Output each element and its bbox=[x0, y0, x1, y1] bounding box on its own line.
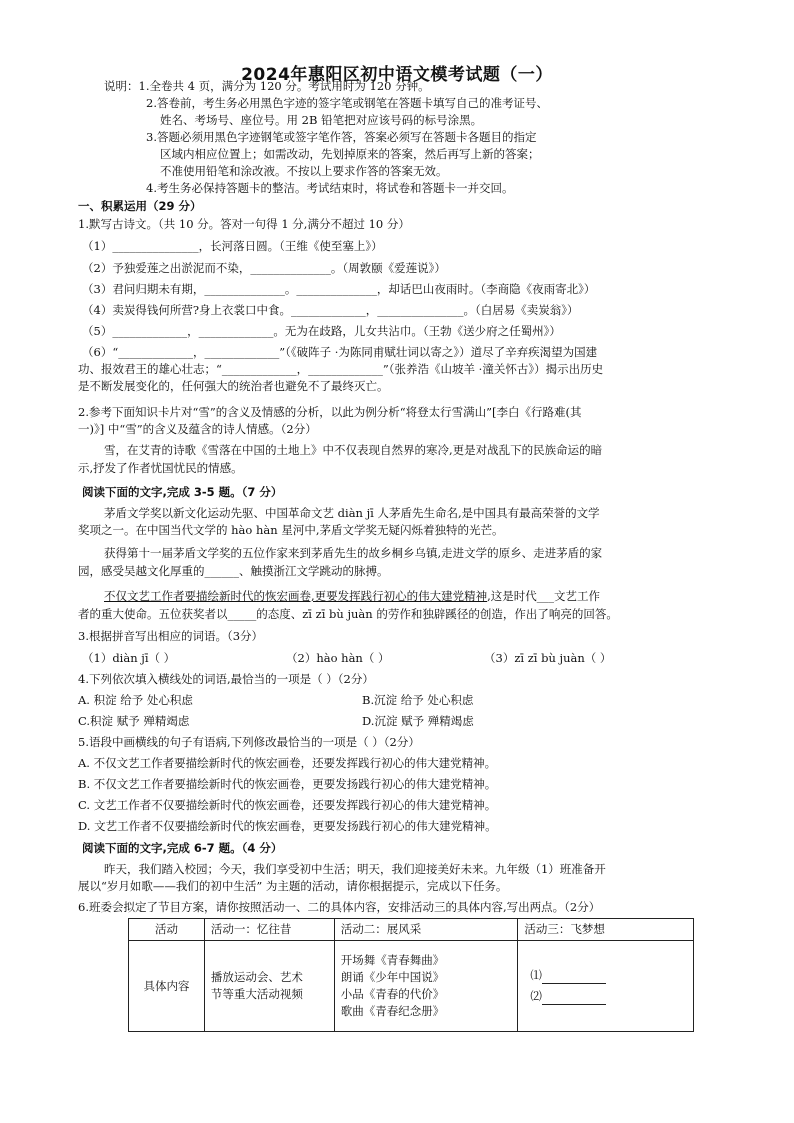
table-cell-line: 节等重大活动视频 bbox=[210, 987, 303, 1001]
paragraph: 奖项之一。在中国当代文学的 hào hàn 星河中,茅盾文学奖无疑闪烁着独特的光芒。 bbox=[78, 523, 504, 537]
option-d: D.沉淀 赋予 殚精竭虑 bbox=[362, 714, 474, 728]
option-d: D. 文艺工作者不仅要描绘新时代的恢宏画卷，更要发扬践行初心的伟大建党精神。 bbox=[78, 819, 497, 833]
question-stem: 6.班委会拟定了节目方案，请你按照活动一、二的具体内容，安排活动三的具体内容,写出两点。（2分） bbox=[78, 900, 601, 914]
table-cell-line: 朗诵《少年中国说》 bbox=[340, 970, 445, 984]
fill-line: （1）_______________，长河落日圆。（王维《使至塞上》） bbox=[82, 239, 383, 253]
answer-blank[interactable] bbox=[542, 992, 606, 1005]
table-header: 活动 bbox=[129, 919, 205, 941]
fill-line: （6）“_____________，_____________”（《破阵子 ·为陈同甫赋壮词以寄之》）道尽了辛弃疾渴望为国建 bbox=[82, 345, 598, 359]
question-stem: 5.语段中画横线的句子有语病,下列修改最恰当的一项是（ ）（2分） bbox=[78, 735, 420, 749]
fill-line: 是不断发展变化的，任何强大的统治者也避免不了最终灭亡。 bbox=[78, 379, 389, 393]
paragraph-tail: ,这是时代___文艺工作 bbox=[487, 589, 601, 603]
instruction-line: 区域内相应位置上；如需改动，先划掉原来的答案，然后再写上新的答案； bbox=[160, 147, 540, 161]
row-label: 具体内容 bbox=[129, 941, 205, 1032]
fill-line: 功、报效君王的雄心壮志；“_____________，_____________”（张养浩《山坡羊 ·潼关怀古》）揭示出历史 bbox=[78, 362, 604, 376]
instruction-line: 2.答卷前，考生务必用黑色字迹的签字笔或钢笔在答题卡填写自己的准考证号、 bbox=[146, 96, 548, 110]
table-cell-line: 歌曲《青春纪念册》 bbox=[340, 1004, 445, 1018]
paragraph: 者的重大使命。五位获奖者以_____的态度、zī zī bù juàn 的劳作和独辟蹊径的创造，作出了响亮的回答。 bbox=[78, 607, 618, 621]
fill-line: （3）君问归期未有期，______________。______________，却话巴山夜雨时。（李商隐《夜雨寄北》） bbox=[82, 282, 596, 296]
table-cell-line: 小品《青春的代价》 bbox=[340, 987, 445, 1001]
instruction-line: 4.考生务必保持答题卡的整洁。考试结束时，将试卷和答题卡一并交回。 bbox=[146, 181, 514, 195]
option-c: C.积淀 赋予 殚精竭虑 bbox=[78, 714, 190, 728]
fill-line: （2）予独爱莲之出淤泥而不染，______________。（周敦颐《爱莲说》） bbox=[82, 261, 446, 275]
fill-line: （4）卖炭得钱何所营?身上衣裳口中食。_____________，_______________。（白居易《卖炭翁》） bbox=[82, 303, 579, 317]
instruction-line: 3.答题必须用黑色字迹钢笔或签字笔作答，答案必须写在答题卡各题目的指定 bbox=[146, 130, 537, 144]
table-cell-line: 开场舞《青春舞曲》 bbox=[340, 953, 445, 967]
table-header: 活动三：飞梦想 bbox=[518, 919, 694, 941]
option-b: B. 不仅文艺工作者要描绘新时代的恢宏画卷，更要发扬践行初心的伟大建党精神。 bbox=[78, 777, 497, 791]
knowledge-card: 雪，在艾青的诗歌《雪落在中国的土地上》中不仅表现自然界的寒冷,更是对战乱下的民族命运的暗 bbox=[104, 443, 603, 457]
option-c: C. 文艺工作者不仅要描绘新时代的恢宏画卷，还要发挥践行初心的伟大建党精神。 bbox=[78, 798, 497, 812]
reading-heading: 阅读下面的文字,完成 6-7 题。（4 分） bbox=[82, 841, 283, 855]
instruction-line: 姓名、考场号、座位号。用 2B 铅笔把对应该号码的标号涂黑。 bbox=[160, 113, 483, 127]
paragraph: 展以“岁月如歌——我们的初中生活” 为主题的活动，请你根据提示，完成以下任务。 bbox=[78, 879, 508, 893]
option-b: B.沉淀 给予 处心积虑 bbox=[362, 693, 474, 707]
table-header: 活动一：忆往昔 bbox=[204, 919, 334, 941]
question-stem: 4.下列依次填入横线处的词语,最恰当的一项是（ ）（2分） bbox=[78, 672, 374, 686]
paragraph bbox=[104, 588, 600, 605]
table-header: 活动二：展风采 bbox=[334, 919, 518, 941]
answer-number: ⑵ bbox=[530, 989, 542, 1003]
activity-one-content bbox=[204, 941, 334, 1032]
paragraph: 昨天，我们踏入校园；今天，我们享受初中生活；明天，我们迎接美好未来。九年级（1）班准备开 bbox=[104, 862, 606, 876]
knowledge-card: 示,抒发了作者忧国忧民的情感。 bbox=[78, 461, 243, 475]
section-heading: 一、积累运用（29 分） bbox=[78, 199, 202, 213]
pinyin-item: （1）diàn jī（ ） bbox=[82, 651, 176, 665]
option-a: A. 不仅文艺工作者要描绘新时代的恢宏画卷，还要发挥践行初心的伟大建党精神。 bbox=[78, 756, 497, 770]
option-a: A. 积淀 给予 处心积虑 bbox=[78, 693, 193, 707]
fill-line: （5）_____________，_____________。无为在歧路，儿女共沾巾。（王勃《送少府之任蜀州》） bbox=[82, 324, 561, 338]
question-stem: 1.默写古诗文。（共 10 分。答对一句得 1 分,满分不超过 10 分） bbox=[78, 217, 410, 231]
activity-table bbox=[128, 918, 694, 1032]
pinyin-item: （2）hào hàn（ ） bbox=[286, 651, 390, 665]
question-stem: 2.参考下面知识卡片对“雪”的含义及情感的分析，以此为例分析“将登太行雪满山”[李白《行路难(其 bbox=[78, 405, 582, 419]
activity-three-content bbox=[518, 941, 694, 1032]
pinyin-item: （3）zī zī bù juàn（ ） bbox=[484, 651, 612, 665]
table-cell-line: 播放运动会、艺术 bbox=[210, 970, 303, 984]
paragraph: 获得第十一届茅盾文学奖的五位作家来到茅盾先生的故乡桐乡乌镇,走进文学的原乡、走进茅盾的家 bbox=[104, 546, 603, 560]
question-stem: 一)》] 中“雪”的含义及蕴含的诗人情感。（2分） bbox=[78, 422, 317, 436]
answer-blank[interactable] bbox=[542, 971, 606, 984]
exam-title: 2024年惠阳区初中语文模考试题（一） bbox=[241, 65, 553, 85]
question-stem: 3.根据拼音写出相应的词语。（3分） bbox=[78, 629, 264, 643]
answer-number: ⑴ bbox=[530, 968, 542, 982]
paragraph: 园，感受吴越文化厚重的______、触摸浙江文学跳动的脉搏。 bbox=[78, 564, 389, 578]
underlined-sentence: 不仅文艺工作者要描绘新时代的恢宏画卷,更要发挥践行初心的伟大建党精神 bbox=[104, 589, 488, 603]
instruction-line: 说明：1.全卷共 4 页，满分为 120 分。考试用时为 120 分钟。 bbox=[104, 79, 430, 93]
instruction-line: 不准使用铅笔和涂改液。不按以上要求作答的答案无效。 bbox=[160, 164, 448, 178]
activity-two-content bbox=[334, 941, 518, 1032]
paragraph: 茅盾文学奖以新文化运动先驱、中国革命文艺 diàn jī 人茅盾先生命名,是中国具有最高荣誉的文学 bbox=[104, 506, 600, 520]
reading-heading: 阅读下面的文字,完成 3-5 题。（7 分） bbox=[82, 485, 283, 499]
